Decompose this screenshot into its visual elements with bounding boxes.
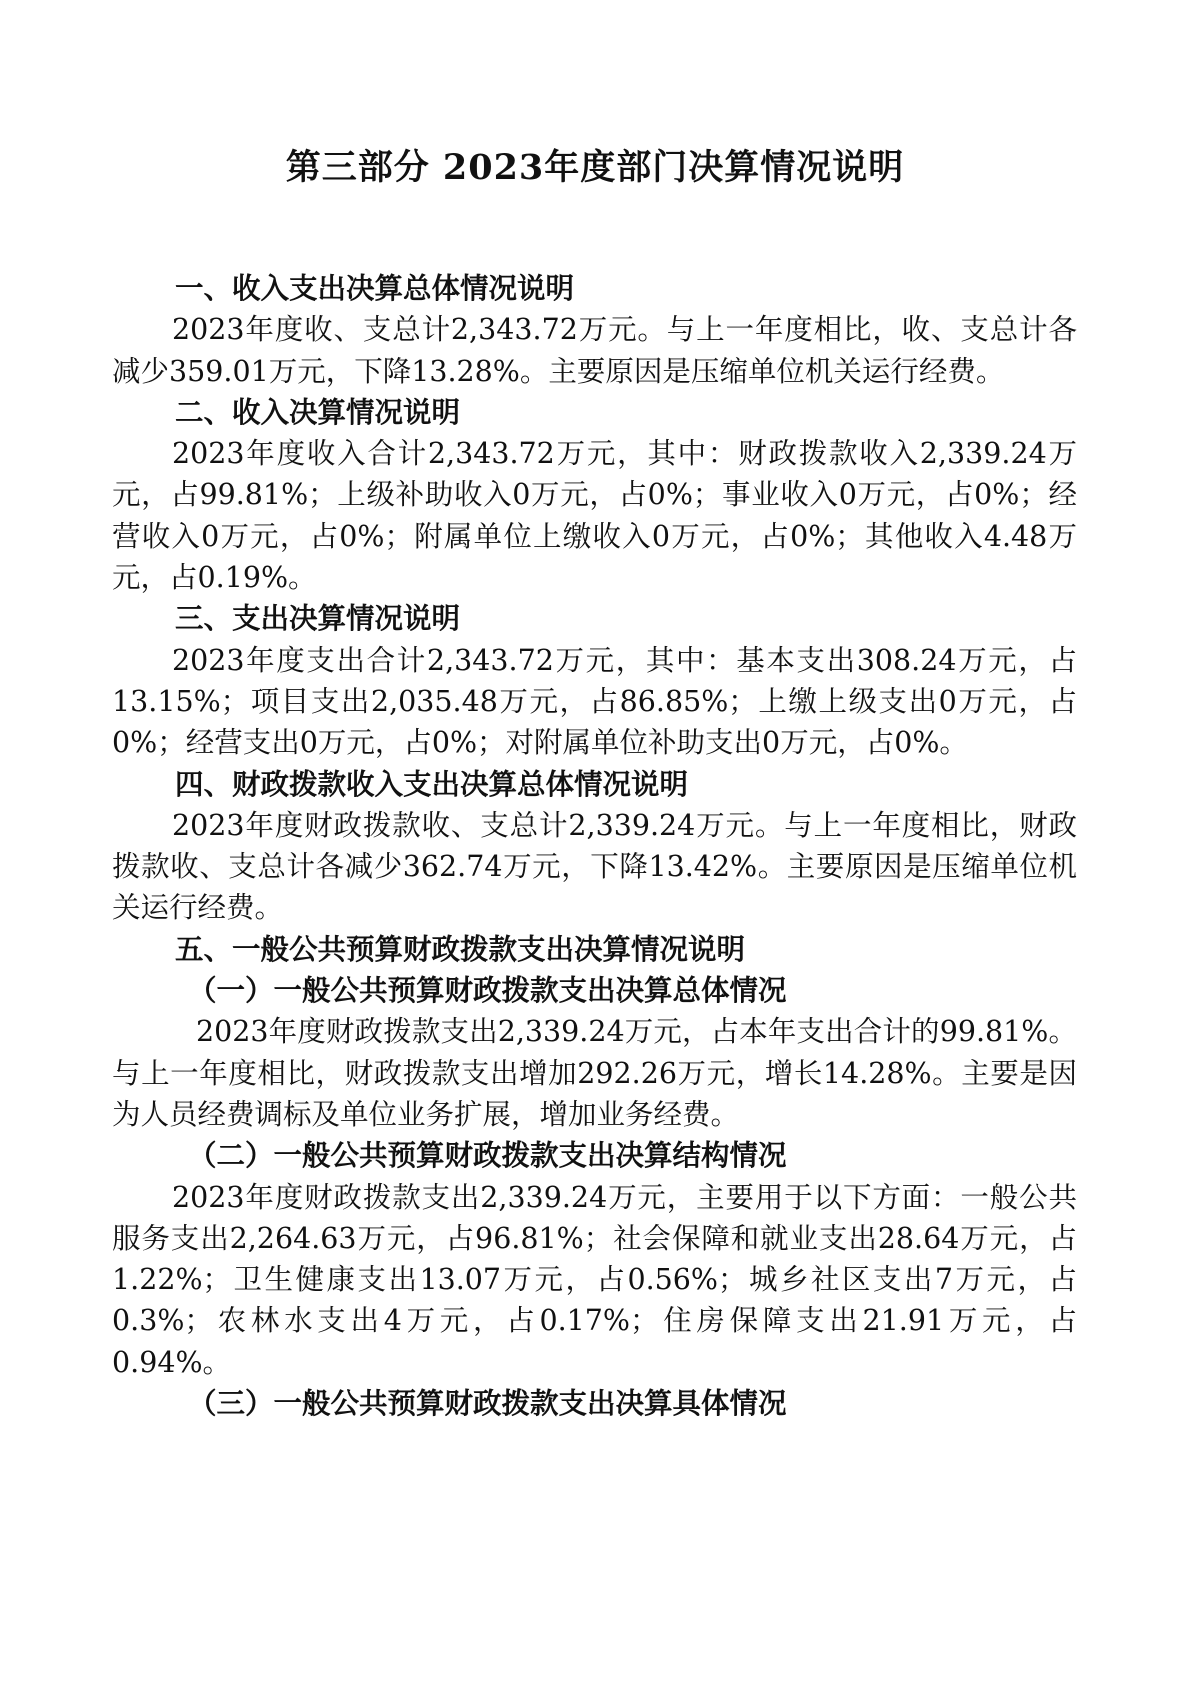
subsection-paragraph: 2023年度财政拨款支出2,339.24万元，占本年支出合计的99.81%。与上一年度相比，财政拨款支出增加292.26万元，增长14.28%。主要是因为人员经费调标及单位业务扩展，增加业务经费。 bbox=[112, 1015, 1077, 1131]
subsection-heading: （二）一般公共预算财政拨款支出决算结构情况 bbox=[188, 1138, 787, 1173]
subsection-heading: （三）一般公共预算财政拨款支出决算具体情况 bbox=[188, 1386, 787, 1421]
section-heading: 三、支出决算情况说明 bbox=[175, 601, 461, 636]
section-heading: 一、收入支出决算总体情况说明 bbox=[175, 271, 575, 305]
section-heading: 二、收入决算情况说明 bbox=[175, 394, 461, 429]
section-paragraph: 2023年度财政拨款收、支总计2,339.24万元。与上一年度相比，财政拨款收、支总计各减少362.74万元，下降13.42%。主要原因是压缩单位机关运行经费。 bbox=[112, 808, 1077, 925]
section-heading: 五、一般公共预算财政拨款支出决算情况说明 bbox=[175, 931, 746, 966]
section-paragraph: 2023年度支出合计2,343.72万元，其中：基本支出308.24万元，占13.15%；项目支出2,035.48万元，占86.85%；上缴上级支出0万元，占0%；经营支出0万元，占0%；对附属单位补助支出0万元，占0%。 bbox=[112, 643, 1077, 760]
section-heading: 四、财政拨款收入支出决算总体情况说明 bbox=[175, 766, 689, 801]
page-title: 第三部分 2023年度部门决算情况说明 bbox=[285, 147, 905, 188]
section-paragraph: 2023年度收、支总计2,343.72万元。与上一年度相比，收、支总计各减少359.01万元，下降13.28%。主要原因是压缩单位机关运行经费。 bbox=[112, 313, 1077, 388]
subsection-heading: （一）一般公共预算财政拨款支出决算总体情况 bbox=[188, 973, 787, 1008]
subsection-paragraph: 2023年度财政拨款支出2,339.24万元，主要用于以下方面：一般公共服务支出2,264.63万元，占96.81%；社会保障和就业支出28.64万元，占1.22%；卫生健康支出13.07万元，占0.56%；城乡社区支出7万元，占0.3%；农林水支出4万元，占0.17%；住房保障支出21.91万元，占0.94%。 bbox=[112, 1180, 1077, 1379]
document-body bbox=[112, 268, 1077, 1424]
section-paragraph: 2023年度收入合计2,343.72万元，其中：财政拨款收入2,339.24万元，占99.81%；上级补助收入0万元，占0%；事业收入0万元，占0%；经营收入0万元，占0%；附属单位上缴收入0万元，占0%；其他收入4.48万元，占0.19%。 bbox=[112, 437, 1077, 595]
